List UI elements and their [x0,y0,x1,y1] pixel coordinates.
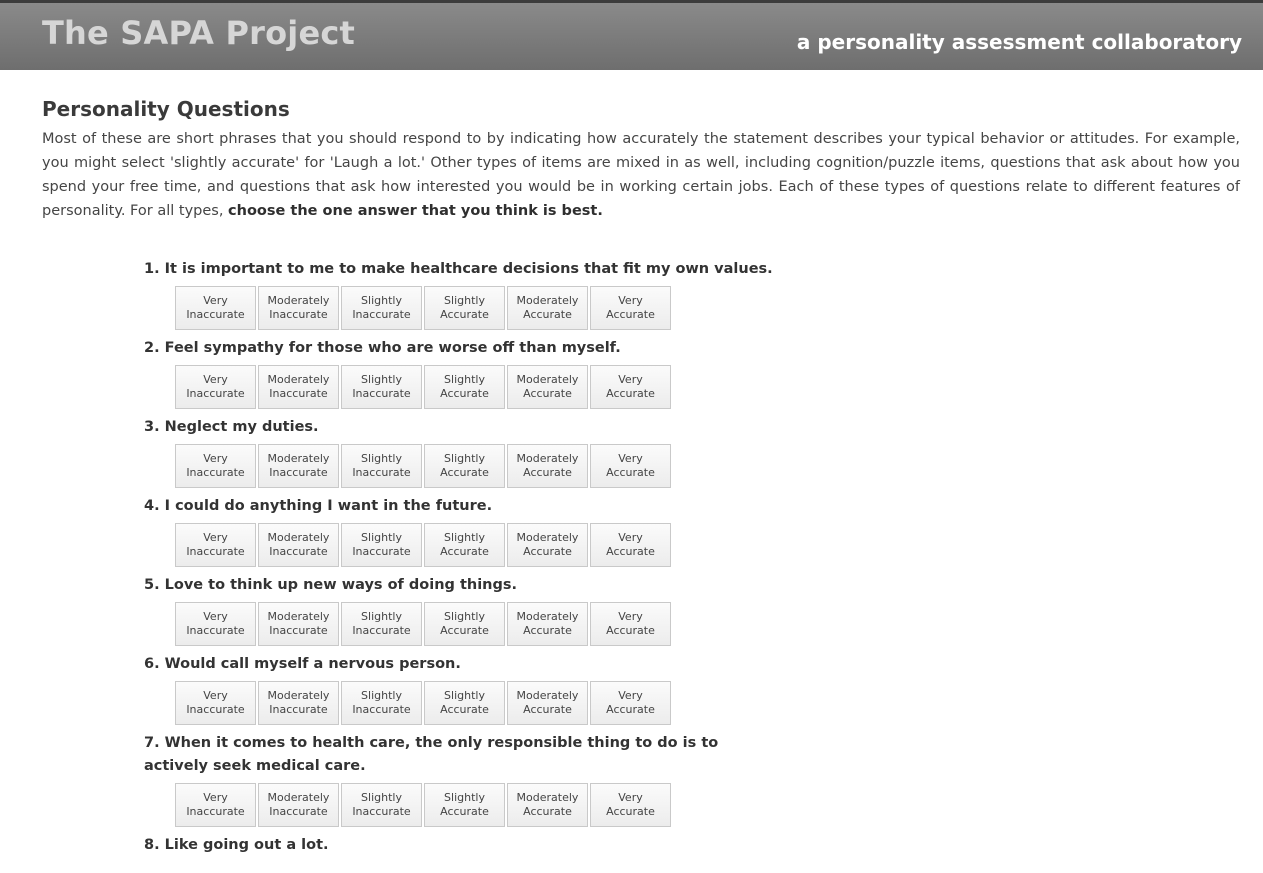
answer-slightly-inaccurate[interactable] [341,286,422,330]
answer-label: Very Accurate [606,530,655,558]
answer-options [175,365,784,411]
answer-very-inaccurate[interactable] [175,783,256,827]
answer-slightly-accurate[interactable] [424,602,505,646]
answer-moderately-accurate[interactable] [507,602,588,646]
answer-label: Moderately Inaccurate [267,451,330,479]
site-tagline: a personality assessment collaboratory [796,30,1242,54]
answer-very-inaccurate[interactable] [175,602,256,646]
answer-slightly-inaccurate[interactable] [341,681,422,725]
site-header [0,3,1263,70]
answer-very-inaccurate[interactable] [175,365,256,409]
answer-moderately-inaccurate[interactable] [258,783,339,827]
answer-very-inaccurate[interactable] [175,286,256,330]
answer-label: Moderately Inaccurate [267,790,330,818]
question-item [144,834,784,857]
answer-label: Moderately Inaccurate [267,688,330,716]
answer-label: Very Accurate [606,790,655,818]
answer-label: Very Inaccurate [186,451,245,479]
answer-label: Slightly Inaccurate [352,293,411,321]
answer-options [175,523,784,569]
answer-moderately-inaccurate[interactable] [258,444,339,488]
answer-label: Moderately Accurate [516,372,579,400]
answer-moderately-inaccurate[interactable] [258,523,339,567]
answer-label: Slightly Accurate [440,293,489,321]
answer-label: Very Inaccurate [186,790,245,818]
page-heading: Personality Questions [42,97,290,121]
answer-label: Moderately Accurate [516,790,579,818]
answer-moderately-inaccurate[interactable] [258,681,339,725]
answer-label: Very Inaccurate [186,293,245,321]
intro-paragraph [42,127,1240,223]
question-text: 7. When it comes to health care, the only responsible thing to do is to actively seek medical care. [144,735,719,774]
answer-label: Slightly Inaccurate [352,609,411,637]
answer-slightly-accurate[interactable] [424,523,505,567]
question-list [144,258,784,857]
answer-options [175,444,784,490]
answer-label: Moderately Inaccurate [267,372,330,400]
answer-slightly-accurate[interactable] [424,681,505,725]
answer-label: Very Inaccurate [186,530,245,558]
question-item [144,574,784,648]
answer-label: Slightly Inaccurate [352,372,411,400]
answer-moderately-inaccurate[interactable] [258,365,339,409]
question-item [144,732,784,829]
answer-options [175,783,784,829]
answer-very-inaccurate[interactable] [175,681,256,725]
answer-label: Very Inaccurate [186,372,245,400]
answer-label: Very Accurate [606,688,655,716]
answer-slightly-accurate[interactable] [424,783,505,827]
answer-label: Slightly Inaccurate [352,530,411,558]
answer-moderately-accurate[interactable] [507,286,588,330]
answer-label: Very Accurate [606,451,655,479]
answer-options [175,286,784,332]
answer-label: Slightly Accurate [440,372,489,400]
answer-label: Moderately Accurate [516,609,579,637]
answer-label: Slightly Inaccurate [352,790,411,818]
answer-label: Very Inaccurate [186,688,245,716]
question-text: 2. Feel sympathy for those who are worse off than myself. [144,340,621,356]
answer-very-accurate[interactable] [590,444,671,488]
answer-label: Moderately Accurate [516,688,579,716]
answer-label: Slightly Accurate [440,609,489,637]
answer-label: Slightly Inaccurate [352,688,411,716]
answer-moderately-inaccurate[interactable] [258,286,339,330]
question-item [144,653,784,727]
answer-slightly-accurate[interactable] [424,444,505,488]
answer-very-accurate[interactable] [590,681,671,725]
question-text: 4. I could do anything I want in the future. [144,498,493,514]
answer-very-inaccurate[interactable] [175,523,256,567]
site-title[interactable]: The SAPA Project [42,14,356,52]
question-item [144,416,784,490]
answer-very-accurate[interactable] [590,286,671,330]
answer-slightly-inaccurate[interactable] [341,523,422,567]
answer-options [175,602,784,648]
answer-moderately-accurate[interactable] [507,681,588,725]
answer-options [175,681,784,727]
question-item [144,258,784,332]
answer-very-accurate[interactable] [590,523,671,567]
question-item [144,337,784,411]
answer-slightly-inaccurate[interactable] [341,602,422,646]
answer-label: Moderately Inaccurate [267,293,330,321]
answer-label: Very Accurate [606,372,655,400]
answer-moderately-accurate[interactable] [507,523,588,567]
intro-text: Most of these are short phrases that you should respond to by indicating how accurately the statement describes your typical behavior or attitudes. For example, you might select 'slightly accurate' for 'Laugh a lot.' Other types of items are mixed in as well, including cognition/puzzle items, questions that ask about how you spend your free time, and questions that ask how interested you would be in working certain jobs. Each of these types of questions relate to different features of personality. For all types, [42,131,1240,219]
answer-label: Moderately Accurate [516,451,579,479]
answer-label: Moderately Accurate [516,293,579,321]
answer-moderately-accurate[interactable] [507,783,588,827]
answer-slightly-inaccurate[interactable] [341,444,422,488]
answer-slightly-accurate[interactable] [424,286,505,330]
answer-label: Very Accurate [606,609,655,637]
answer-moderately-accurate[interactable] [507,365,588,409]
question-item [144,495,784,569]
question-text: 3. Neglect my duties. [144,419,319,435]
answer-label: Slightly Accurate [440,530,489,558]
answer-label: Slightly Inaccurate [352,451,411,479]
answer-very-accurate[interactable] [590,365,671,409]
answer-label: Very Inaccurate [186,609,245,637]
question-text: 6. Would call myself a nervous person. [144,656,461,672]
answer-label: Moderately Inaccurate [267,530,330,558]
answer-moderately-inaccurate[interactable] [258,602,339,646]
question-text: 1. It is important to me to make healthcare decisions that fit my own values. [144,261,773,277]
answer-label: Moderately Accurate [516,530,579,558]
answer-label: Slightly Accurate [440,688,489,716]
question-text: 5. Love to think up new ways of doing things. [144,577,518,593]
answer-moderately-accurate[interactable] [507,444,588,488]
answer-label: Very Accurate [606,293,655,321]
answer-very-inaccurate[interactable] [175,444,256,488]
answer-label: Moderately Inaccurate [267,609,330,637]
answer-label: Slightly Accurate [440,451,489,479]
answer-label: Slightly Accurate [440,790,489,818]
answer-very-accurate[interactable] [590,783,671,827]
intro-emphasis: choose the one answer that you think is best. [228,203,603,219]
answer-slightly-inaccurate[interactable] [341,365,422,409]
answer-slightly-accurate[interactable] [424,365,505,409]
question-text: 8. Like going out a lot. [144,837,329,853]
answer-slightly-inaccurate[interactable] [341,783,422,827]
answer-very-accurate[interactable] [590,602,671,646]
